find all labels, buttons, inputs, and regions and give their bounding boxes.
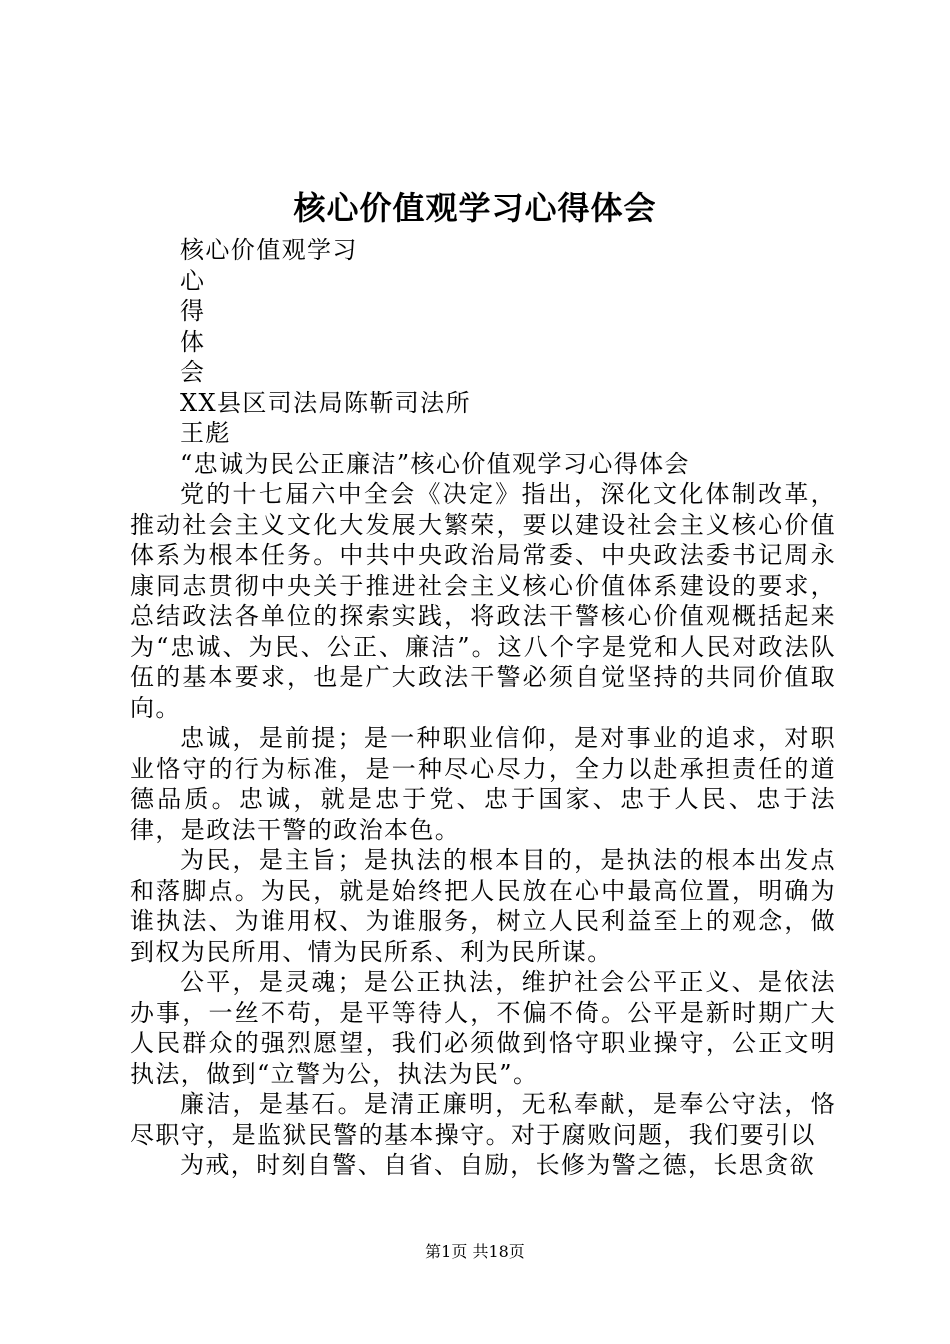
document-body [130,235,836,1181]
paragraph: 忠诚，是前提；是一种职业信仰，是对事业的追求，对职业恪守的行为标准，是一种尽心尽力，全力以赴承担责任的道德品质。忠诚，就是忠于党、忠于国家、忠于人民、忠于法律，是政法干警的政治本色。 [130,724,836,844]
subtitle: “忠诚为民公正廉洁”核心价值观学习心得体会 [180,449,690,478]
page-title: 核心价值观学习心得体会 [293,189,657,227]
header-line: 核心价值观学习 [180,236,358,264]
paragraph: 公平，是灵魂；是公正执法，维护社会公平正义、是依法办事，一丝不苟，是平等待人，不偏不倚。公平是新时期广大人民群众的强烈愿望，我们必须做到恪守职业操守，公正文明执法，做到“立警为公，执法为民”。 [130,968,836,1088]
author-unit: XX县区司法局陈靳司法所 [180,388,471,417]
header-line: 心 [180,266,206,295]
header-line: 得 [180,297,206,325]
paragraph: 为民，是主旨；是执法的根本目的，是执法的根本出发点和落脚点。为民，就是始终把人民放在心中最高位置，明确为谁执法、为谁用权、为谁服务，树立人民利益至上的观念，做到权为民所用、情为民所系、利为民所谋。 [130,846,836,966]
page-footer: 第1页 共18页 [425,1242,525,1261]
author-name: 王彪 [180,419,231,447]
paragraph: 为戒，时刻自警、自省、自励，长修为警之德，长思贪欲 [180,1151,815,1179]
paragraph: 廉洁，是基石。是清正廉明，无私奉献，是奉公守法，恪尽职守，是监狱民警的基本操守。对于腐败问题，我们要引以 [130,1090,836,1149]
header-line: 会 [180,358,206,386]
header-line: 体 [180,327,206,356]
paragraph: 党的十七届六中全会《决定》指出，深化文化体制改革，推动社会主义文化大发展大繁荣，要以建设社会主义核心价值体系为根本任务。中共中央政治局常委、中央政法委书记周永康同志贯彻中央关于推进社会主义核心价值体系建设的要求，总结政法各单位的探索实践，将政法干警核心价值观概括起来为“忠诚、为民、公正、廉洁”。这八个字是党和人民对政法队伍的基本要求，也是广大政法干警必须自觉坚持的共同价值取向。 [130,480,836,722]
